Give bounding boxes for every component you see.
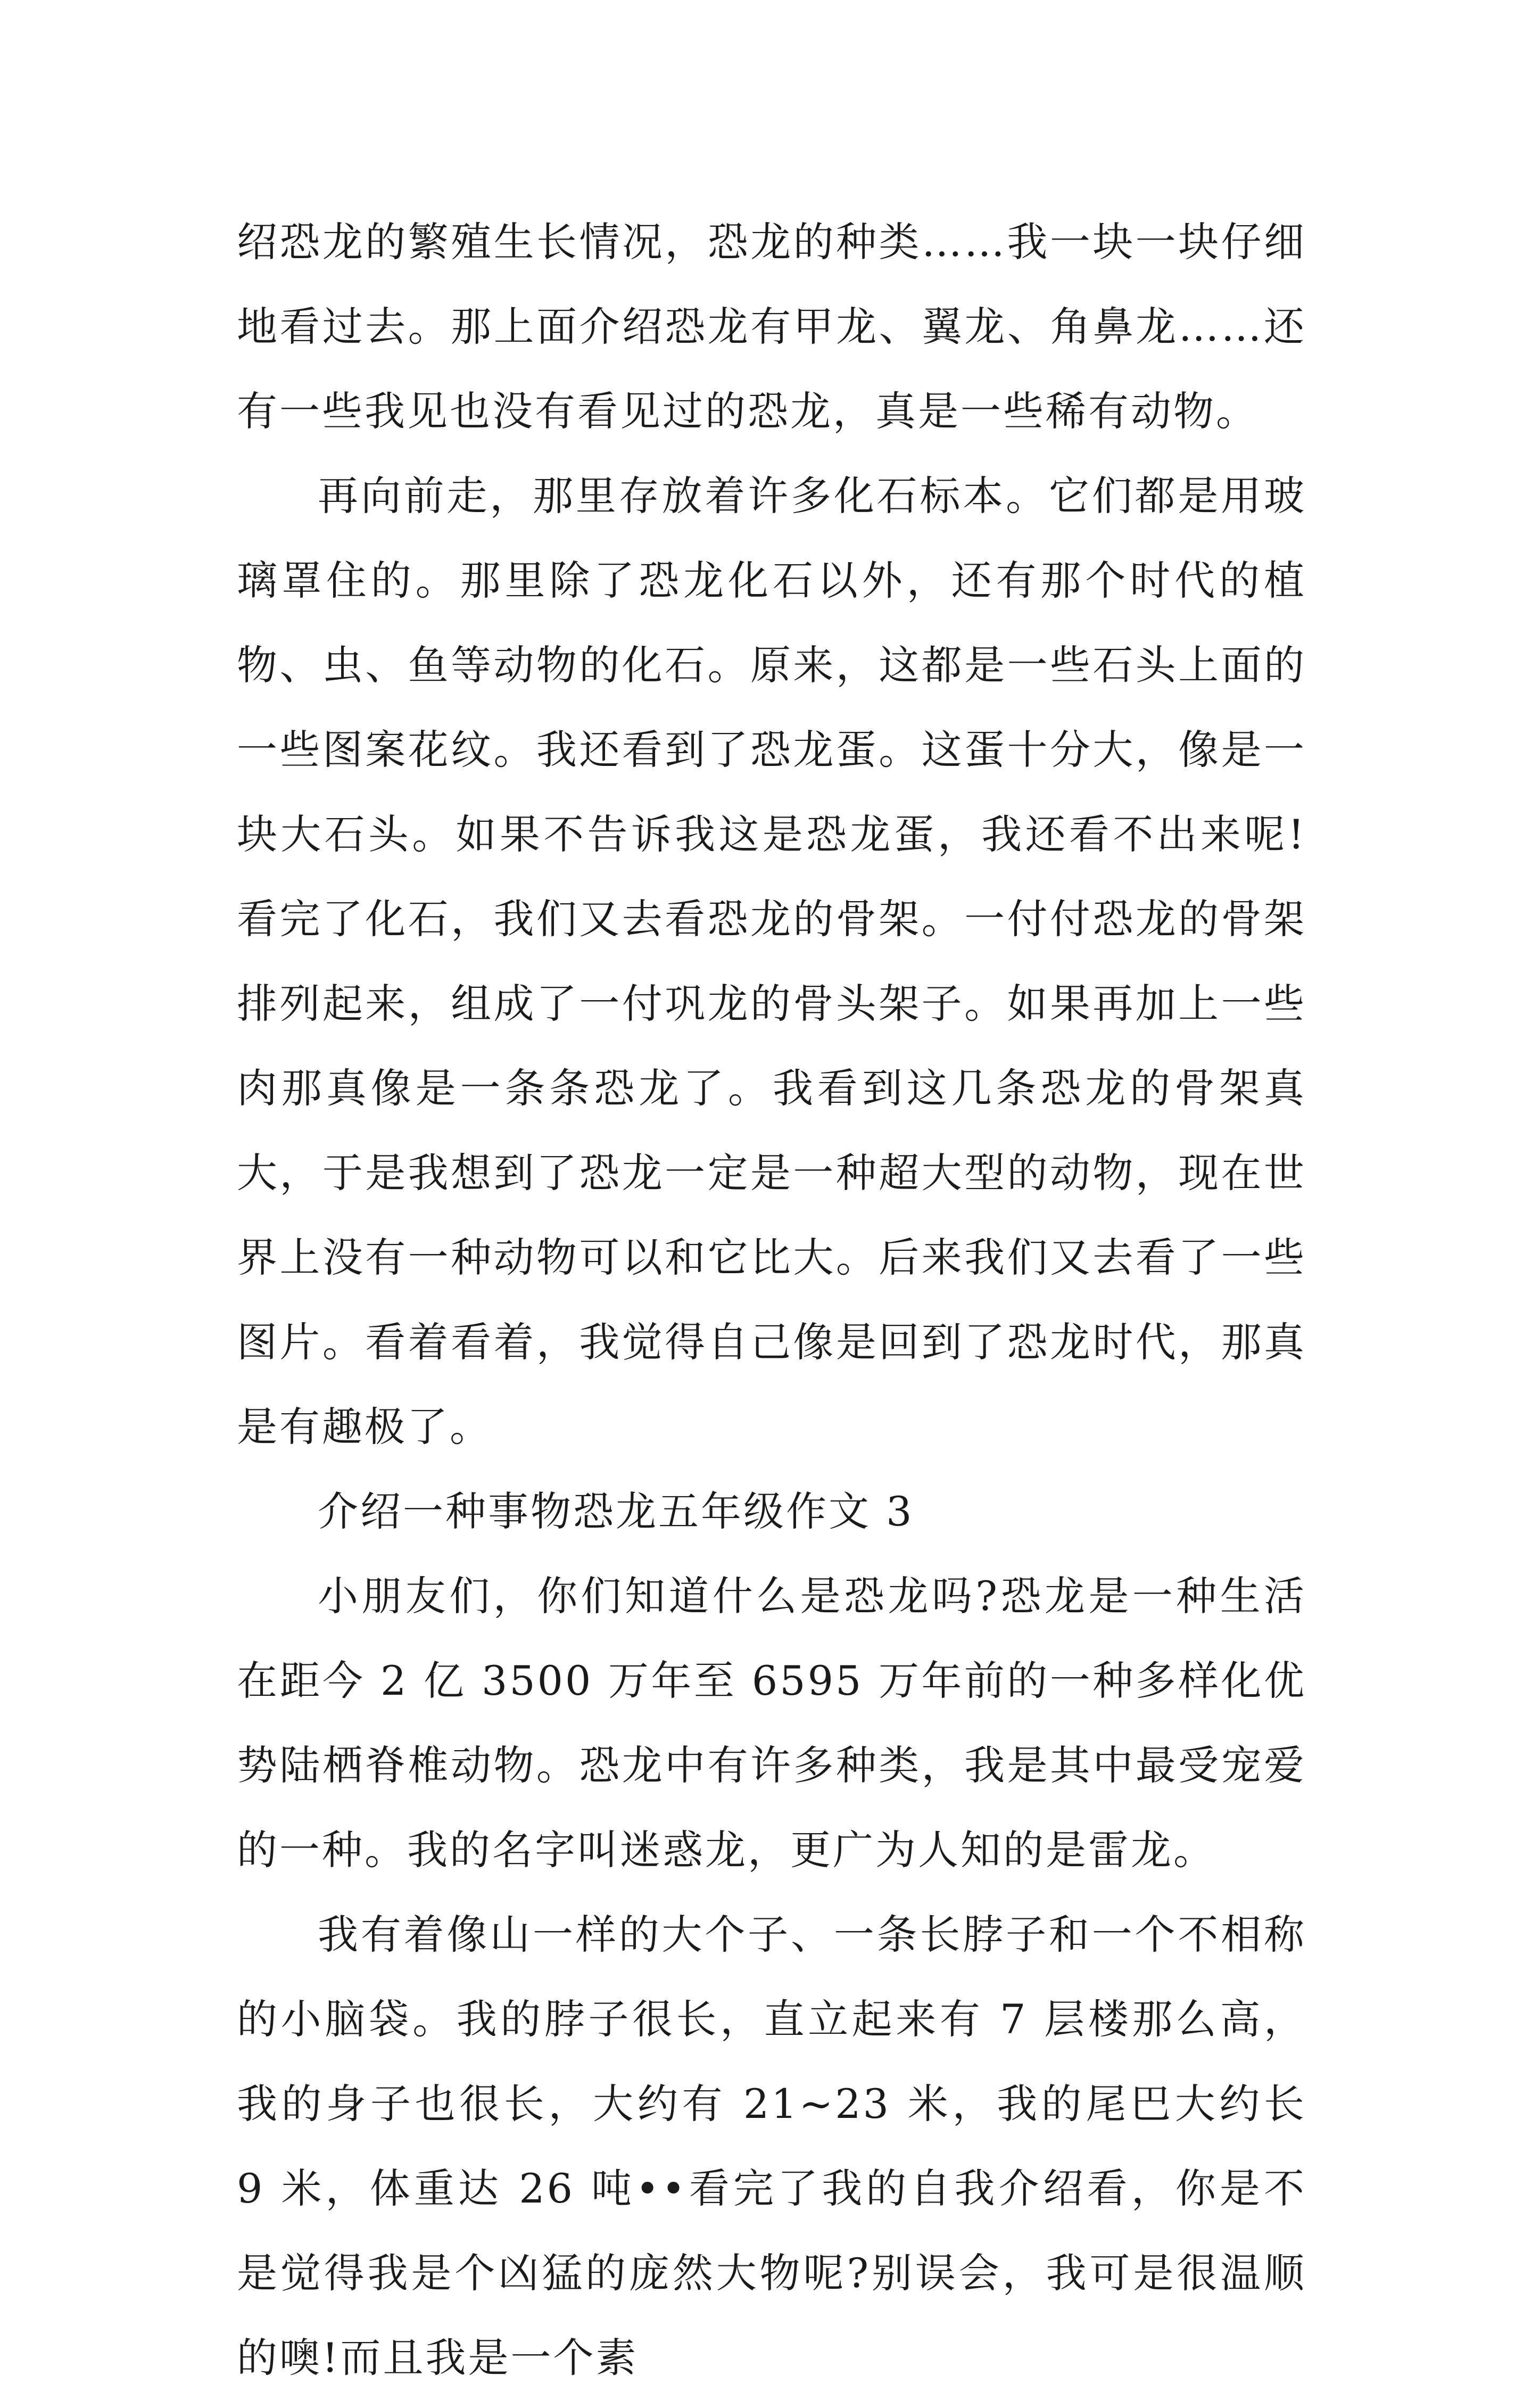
essay-heading: 介绍一种事物恐龙五年级作文 3 — [318, 1488, 914, 1535]
paragraph-fossils: 再向前走，那里存放着许多化石标本。它们都是用玻璃罩住的。那里除了恐龙化石以外，还有那个时代的植物、虫、鱼等动物的化石。原来，这都是一些石头上面的一些图案花纹。我还看到了恐龙蛋。这蛋十分大，像是一块大石头。如果不告诉我这是恐龙蛋，我还看不出来呢!看完了化石，我们又去看恐龙的骨架。一付付恐龙的骨架排列起来，组成了一付巩龙的骨头架子。如果再加上一些肉那真像是一条条恐龙了。我看到这几条恐龙的骨架真大，于是我想到了恐龙一定是一种超大型的动物，现在世界上没有一种动物可以和它比大。后来我们又去看了一些图片。看着看着，我觉得自己像是回到了恐龙时代，那真是有趣极了。 — [237, 472, 1306, 1450]
paragraph-continued: 绍恐龙的繁殖生长情况，恐龙的种类……我一块一块仔细地看过去。那上面介绍恐龙有甲龙、翼龙、角鼻龙……还有一些我见也没有看见过的恐龙，真是一些稀有动物。 — [237, 218, 1306, 435]
paragraph-intro-dinosaur: 小朋友们，你们知道什么是恐龙吗?恐龙是一种生活在距今 2 亿 3500 万年至 6595 万年前的一种多样化优势陆栖脊椎动物。恐龙中有许多种类，我是其中最受宠爱的一种。我的名字叫迷惑龙，更广为人知的是雷龙。 — [237, 1572, 1306, 1874]
paragraph-self-description: 我有着像山一样的大个子、一条长脖子和一个不相称的小脑袋。我的脖子很长，直立起来有 7 层楼那么高，我的身子也很长，大约有 21~23 米，我的尾巴大约长 9 米，体重达 26 吨••看完了我的自我介绍看，你是不是觉得我是个凶猛的庞然大物呢?别误会，我可是很温顺的噢!而且我是一个素 — [237, 1911, 1306, 2381]
document-body — [237, 200, 1306, 2400]
